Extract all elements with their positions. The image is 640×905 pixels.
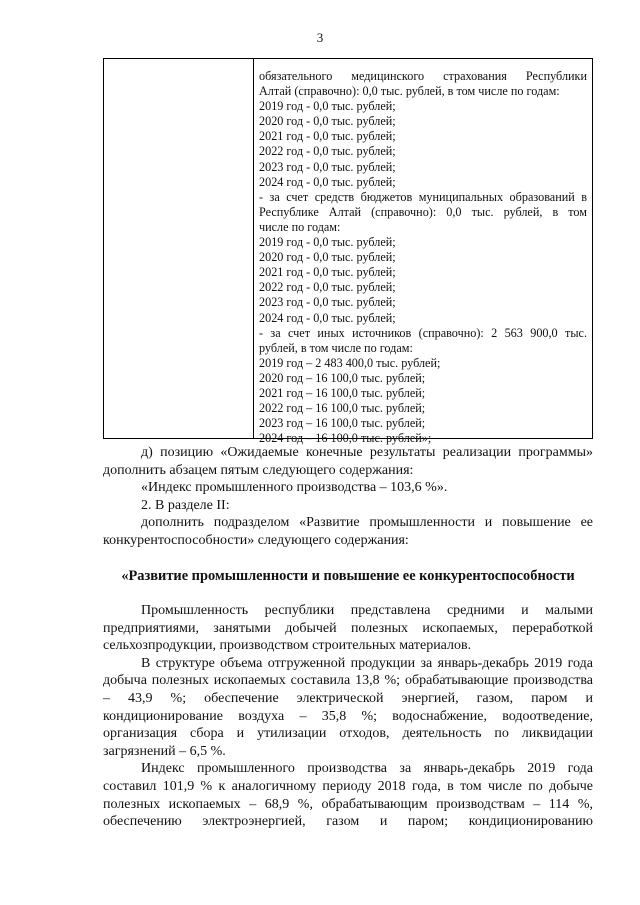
table-line: 2024 год - 0,0 тыс. рублей; [259,174,396,189]
table-line: 2019 год - 0,0 тыс. рублей; [259,99,396,114]
table-line: 2024 год - 0,0 тыс. рублей; [259,310,396,325]
paragraph-industry-overview: Промышленность республики представлена средними и малыми предприятиями, занятыми добычей полезных ископаемых, переработкой сельхозпродукции, производством строительных материалов. [103,603,593,654]
table-line: 2022 год - 0,0 тыс. рублей; [259,280,396,295]
table-line: Республике Алтай (справочно): 0,0 тыс. рублей, в том [259,204,587,219]
table-line: 2020 год - 0,0 тыс. рублей; [259,114,396,129]
table-line: 2021 год – 16 100,0 тыс. рублей; [259,385,426,400]
table-line: 2022 год – 16 100,0 тыс. рублей; [259,401,426,416]
subsection-heading: «Развитие промышленности и повышение ее конкурентоспособности [121,568,575,584]
paragraph-add-subsection: дополнить подразделом «Развитие промышленности и повышение ее конкурентоспособности» следующего содержания: [103,515,593,548]
table-column-divider [253,59,254,438]
table-line: 2020 год – 16 100,0 тыс. рублей; [259,370,426,385]
financing-table [103,58,593,446]
paragraph-item-d: д) позицию «Ожидаемые конечные результаты реализации программы» дополнить абзацем пятым следующего содержания: [103,445,593,478]
amendment-text [103,444,593,550]
table-line: рублей, в том числе по годам: [259,340,413,355]
table-line: 2019 год – 2 483 400,0 тыс. рублей; [259,355,441,370]
page-number: 3 [316,30,324,45]
paragraph-structure: В структуре объема отгруженной продукции за январь-декабрь 2019 года добыча полезных ископаемых составила 13,8 %; обрабатывающие производства – 43,9 %; обеспечение электрической энергией, газом, паром и кондиционирование воздуха – 35,8 %; водоснабжение, водоотведение, организация сбора и утилизации отходов, деятельность по ликвидации загрязнений – 6,5 %. [103,655,593,759]
table-line: 2023 год - 0,0 тыс. рублей; [259,159,396,174]
subsection-body [103,602,593,831]
table-line: 2024 год – 16 100,0 тыс. рублей»; [259,431,432,446]
table-line: - за счет средств бюджетов муниципальных образований в [259,189,587,204]
table-line: 2019 год - 0,0 тыс. рублей; [259,235,396,250]
table-line: числе по годам: [259,219,341,234]
paragraph-production-index: Индекс промышленного производства за январь-декабрь 2019 года составил 101,9 % к аналогичному периоду 2018 года, в том числе по добыче полезных ископаемых – 68,9 %, обрабатывающим производствам – 114 %, обеспечению электроэнергией, газом и паром; кондиционированию [103,761,593,830]
paragraph-index-value: «Индекс промышленного производства – 103,6 %». [141,480,448,496]
table-line: 2020 год - 0,0 тыс. рублей; [259,250,396,265]
table-line: 2021 год - 0,0 тыс. рублей; [259,129,396,144]
table-line: 2022 год - 0,0 тыс. рублей; [259,144,396,159]
table-line: - за счет иных источников (справочно): 2 563 900,0 тыс. [259,325,587,340]
table-line: 2023 год – 16 100,0 тыс. рублей; [259,416,426,431]
table-line: 2021 год - 0,0 тыс. рублей; [259,265,396,280]
paragraph-section-2: 2. В разделе II: [141,497,230,513]
table-line: обязательного медицинского страхования Республики [259,69,587,83]
table-right-cell [259,69,587,446]
table-line: Алтай (справочно): 0,0 тыс. рублей, в том числе по годам: [259,84,560,99]
table-line: 2023 год - 0,0 тыс. рублей; [259,295,396,310]
